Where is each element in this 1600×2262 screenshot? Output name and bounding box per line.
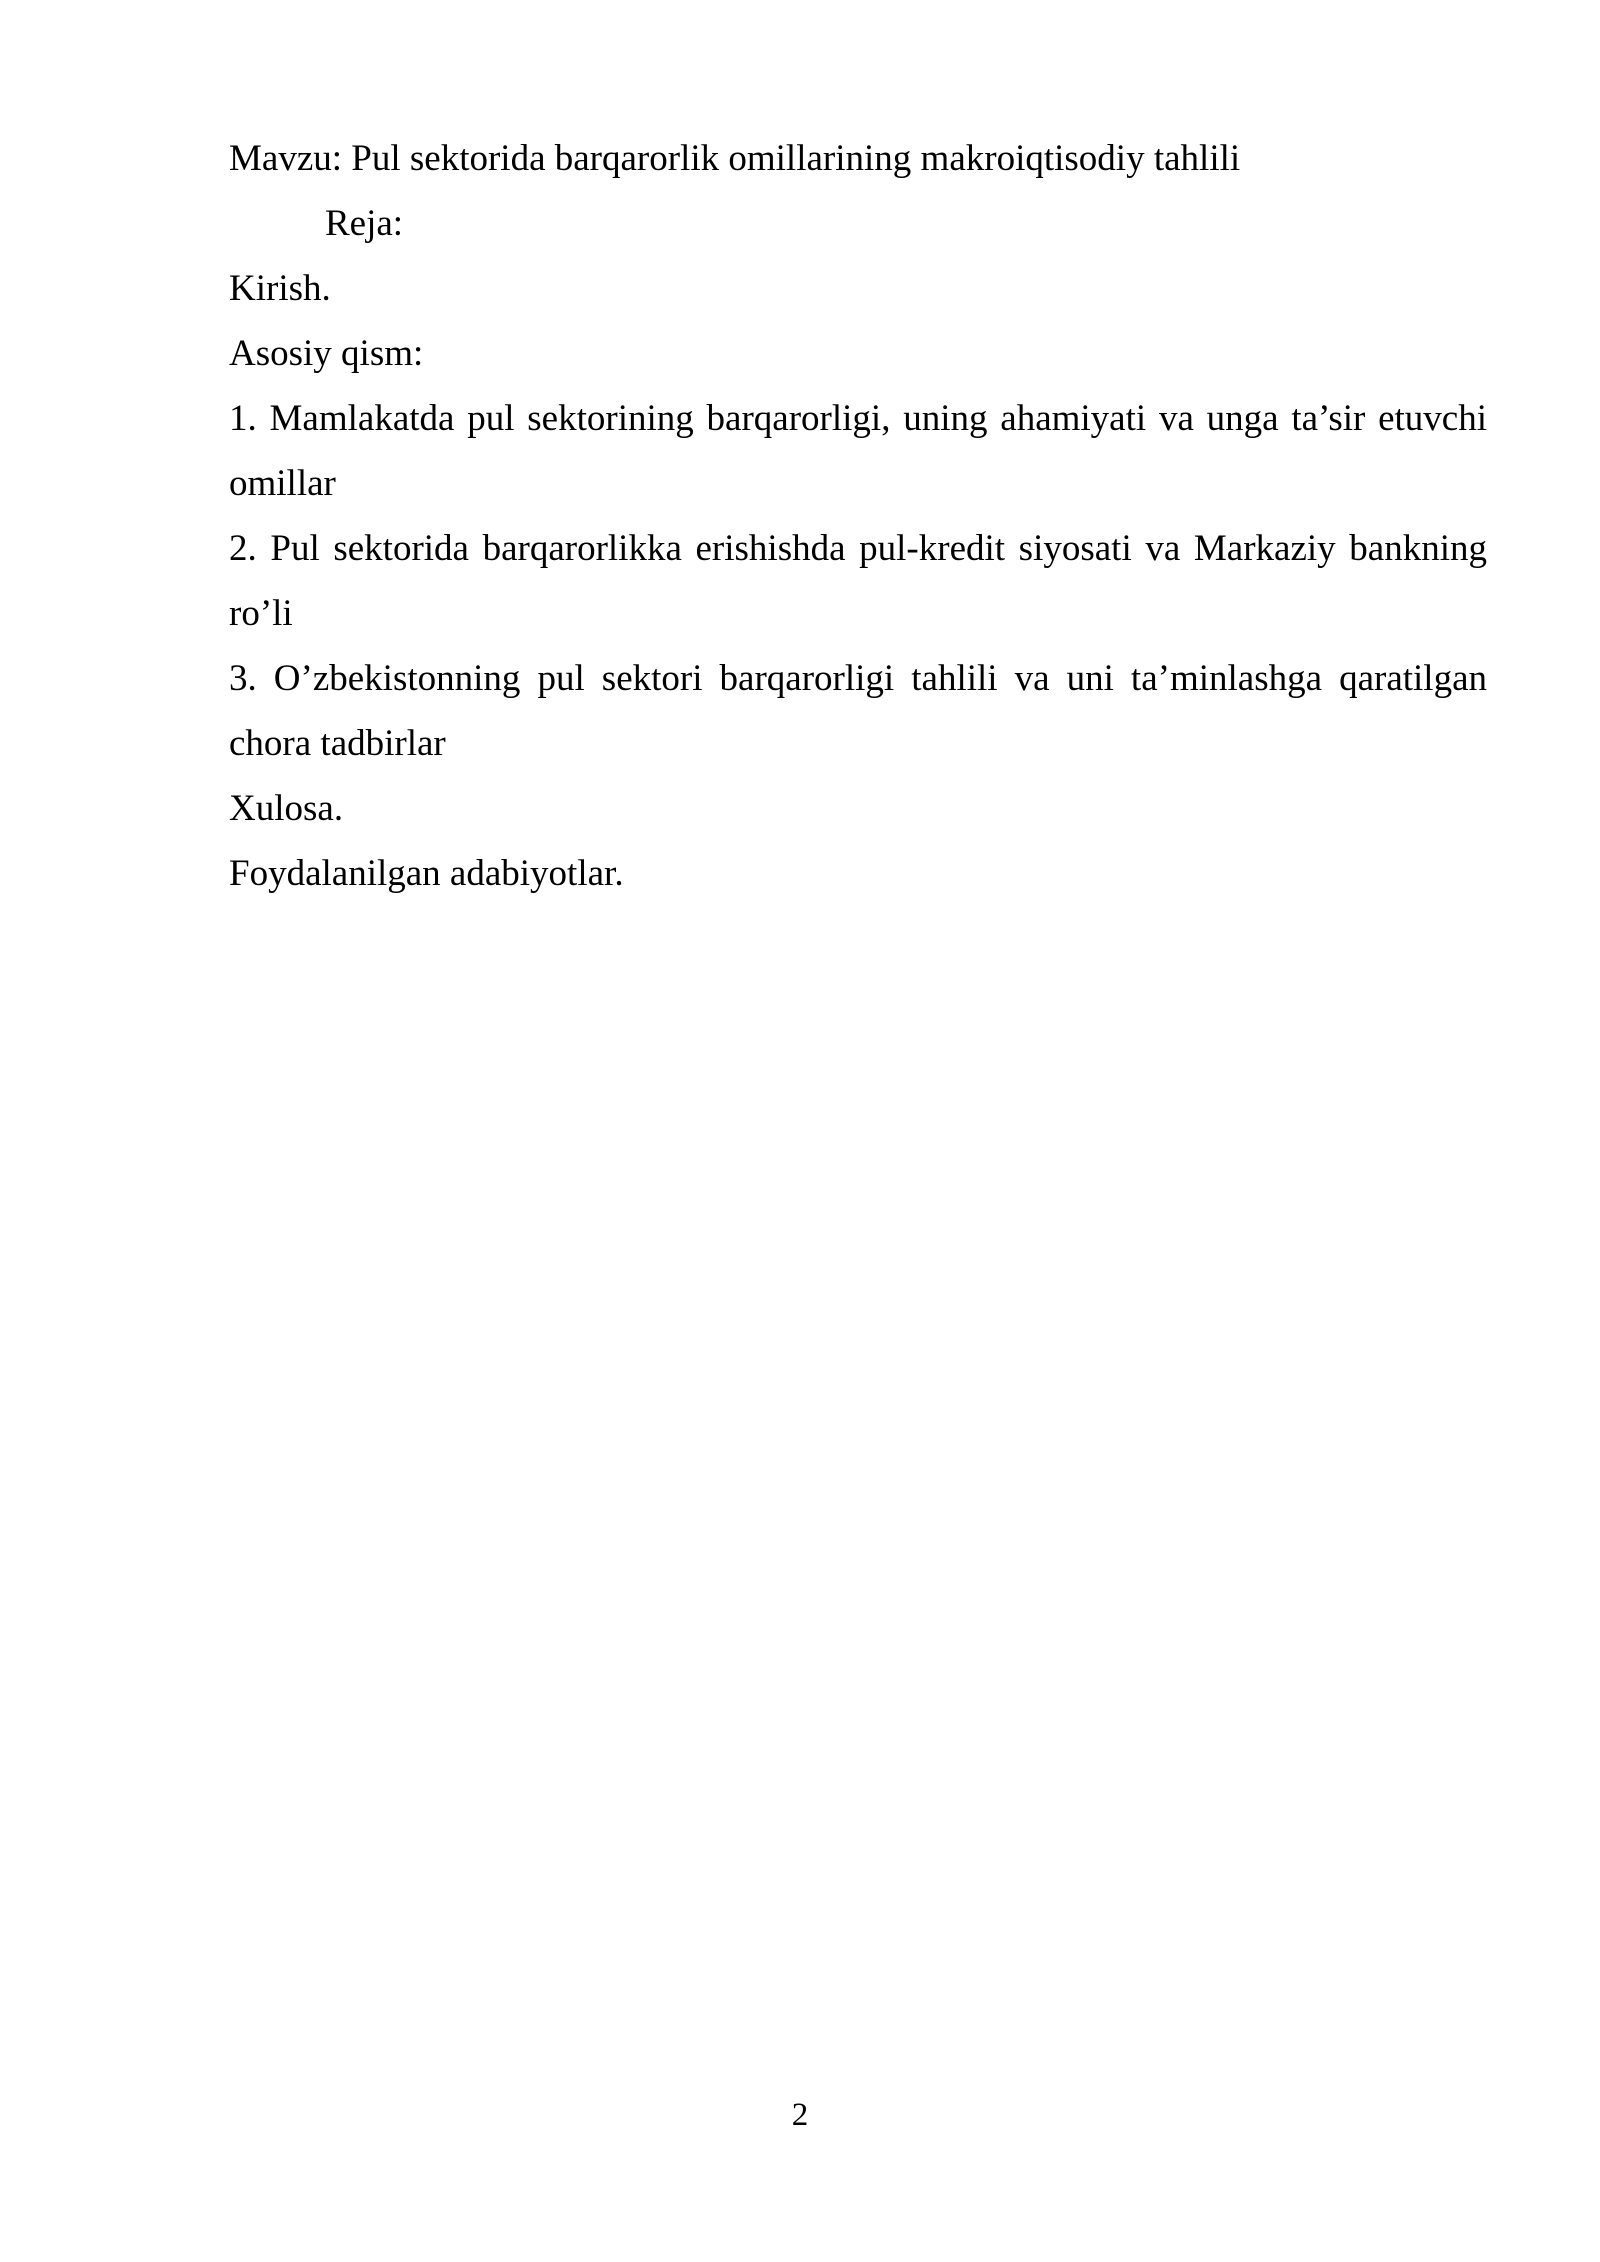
outline-item-1: 1. Mamlakatda pul sektorining barqarorligi, uning ahamiyati va unga ta’sir etuvchi omillar	[229, 398, 1487, 504]
outline-item-2: 2. Pul sektorida barqarorlikka erishishda pul-kredit siyosati va Markaziy bankning ro’li	[229, 528, 1487, 634]
main-part-heading: Asosiy qism:	[229, 333, 424, 374]
introduction-item: Kirish.	[229, 268, 331, 309]
outline-item-3: 3. O’zbekistonning pul sektori barqarorligi tahlili va uni ta’minlashga qaratilgan chora tadbirlar	[229, 658, 1487, 764]
conclusion-item: Xulosa.	[229, 788, 344, 829]
plan-heading: Reja:	[325, 203, 404, 244]
page-content	[229, 126, 1487, 906]
document-topic: Mavzu: Pul sektorida barqarorlik omillarining makroiqtisodiy tahlili	[229, 138, 1241, 179]
page-number: 2	[791, 2097, 809, 2133]
references-item: Foydalanilgan adabiyotlar.	[229, 853, 624, 894]
